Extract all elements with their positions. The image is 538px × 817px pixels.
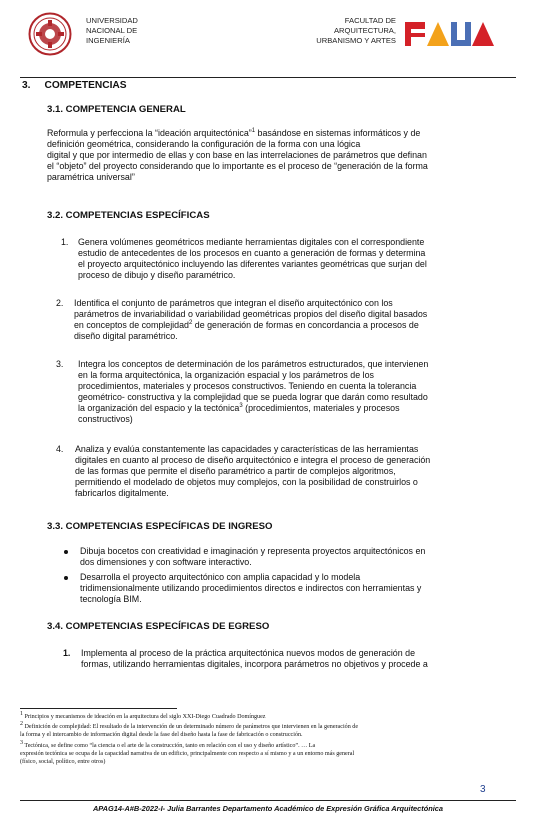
- university-seal: [28, 12, 72, 56]
- bullet-icon: [64, 550, 68, 554]
- footnote-2: $^2$ Definición de complejidad: El resultado de la intervención de un determinado número de parámetros que intervienen en la generación de: [20, 721, 359, 731]
- faua-logo-icon: [405, 20, 495, 48]
- list-item-number: 4.: [56, 444, 64, 454]
- subsection-3-2-title: 3.2. COMPETENCIAS ESPECÍFICAS: [47, 210, 210, 221]
- faculty-name: FACULTAD DE ARQUITECTURA, URBANISMO Y ARTES: [316, 16, 396, 45]
- seal-icon: [28, 12, 72, 56]
- footnote-divider: [20, 708, 177, 709]
- list-item-number: 1.: [61, 237, 69, 247]
- subsection-3-3-title: 3.3. COMPETENCIAS ESPECÍFICAS DE INGRESO: [47, 521, 273, 532]
- list-item-number: 2.: [56, 298, 64, 308]
- section-title: 3. COMPETENCIAS: [22, 80, 127, 91]
- list-item: Integra los conceptos de determinación de los parámetros estructurados, que intervienen en la forma arquitectónica, la organización espacial y los parámetros de los procedimientos, materiales y procesos constructivos. Teniendo en cuenta la tolerancia geométrico- constructiva y la complejidad que se pueda lograr que darán como resultado la organización del espacio y la tectónica$^3$ (procedimientos, materiales y procesos constructivos): [78, 359, 429, 424]
- page-number: 3: [480, 784, 486, 795]
- university-name: UNIVERSIDAD NACIONAL DE INGENIERÍA: [86, 16, 138, 45]
- list-item: Identifica el conjunto de parámetros que integran el diseño arquitectónico con los parámetros de invariabilidad o variabilidad geométricas propios del diseño digital basados en conceptos de complejidad$^2$ de generación de formas en concordancia a procesos de diseño digital paramétrico.: [74, 298, 428, 341]
- footer-divider: [20, 800, 516, 801]
- footnote-3: $^3$ Tectónica, se define como “la ciencia o el arte de la construcción, tanto en relación con el uso y diseño artístico”. … La: [20, 739, 316, 749]
- footer-text: APAG14-A#B-2022-I- Julia Barrantes Departamento Académico de Expresión Gráfica Arquitectónica: [92, 804, 444, 813]
- list-item: Dibuja bocetos con creatividad e imaginación y representa proyectos arquitectónicos en dos dimensiones y con software interactivo.: [80, 546, 426, 567]
- subsection-3-1-title: 3.1. COMPETENCIA GENERAL: [47, 104, 186, 115]
- faua-logo: [405, 20, 495, 48]
- footnotes: $^1$ Principios y mecanismos de ideación en la arquitectura del siglo XXI-Diego Cuadrado Domínguez $^2$ Definición de complejidad: El resultado de la intervención de un determinado número de parámetros que intervienen en la generación de la forma y el intercambio de información digital desde la fase del diseño hasta la fase de fabricación o construcción. $^3$ Tectónica, se define como “la ciencia o el arte de la construcción, tanto en relación con el uso y diseño artístico”. … La expresión tectónica se ocupa de la capacidad narrativa de un edificio, principalmente con respecto a sí mismo y a un entorno más general (físico, social, político, entre otros): [20, 713, 500, 766]
- competencia-general-text: Reformula y perfecciona la “ideación arquitectónica”$^1$ basándose en sistemas informáticos y de definición geométrica, considerando la configuración de la forma con una lógica digital y que por intermedio de ellas y con base en las interrelaciones de parámetros que definan el “objeto” del proyecto considerando que lo importante es el proceso de “generación de la forma paramétrica universal”: [47, 128, 428, 182]
- list-item: Genera volúmenes geométricos mediante herramientas digitales con el correspondiente estudio de antecedentes de los procesos en cuanto a generación de formas y determina el proyecto arquitectónico incluyendo las diferentes variantes geométricas que surjan del proceso de dibujo y diseño paramétrico.: [78, 237, 427, 280]
- list-item: Analiza y evalúa constantemente las capacidades y características de las herramientas digitales en cuanto al proceso de diseño arquitectónico e integra el proceso de generación de las formas que permite el diseño paramétrico a partir de complejos algoritmos, permitiendo el modelado de objetos muy complejos, con la posibilidad de construirlos o fabricarlos digitalmente.: [75, 444, 431, 498]
- list-item: Desarrolla el proyecto arquitectónico con amplia capacidad y lo modela tridimensionalmente utilizando procedimientos directos e indirectos con herramientas y tecnología BIM.: [80, 572, 422, 604]
- header-divider: [20, 77, 516, 78]
- subsection-3-4-title: 3.4. COMPETENCIAS ESPECÍFICAS DE EGRESO: [47, 621, 270, 632]
- bullet-icon: [64, 576, 68, 580]
- list-item: Implementa al proceso de la práctica arquitectónica nuevos modos de generación de formas, utilizando herramientas digitales, incorpora parámetros no objetivos y procede a: [81, 648, 428, 669]
- footnote-1: $^1$ Principios y mecanismos de ideación en la arquitectura del siglo XXI-Diego Cuadrado Domínguez: [20, 710, 266, 720]
- list-item-number: 3.: [56, 359, 64, 369]
- list-item-number: 1.: [63, 648, 71, 658]
